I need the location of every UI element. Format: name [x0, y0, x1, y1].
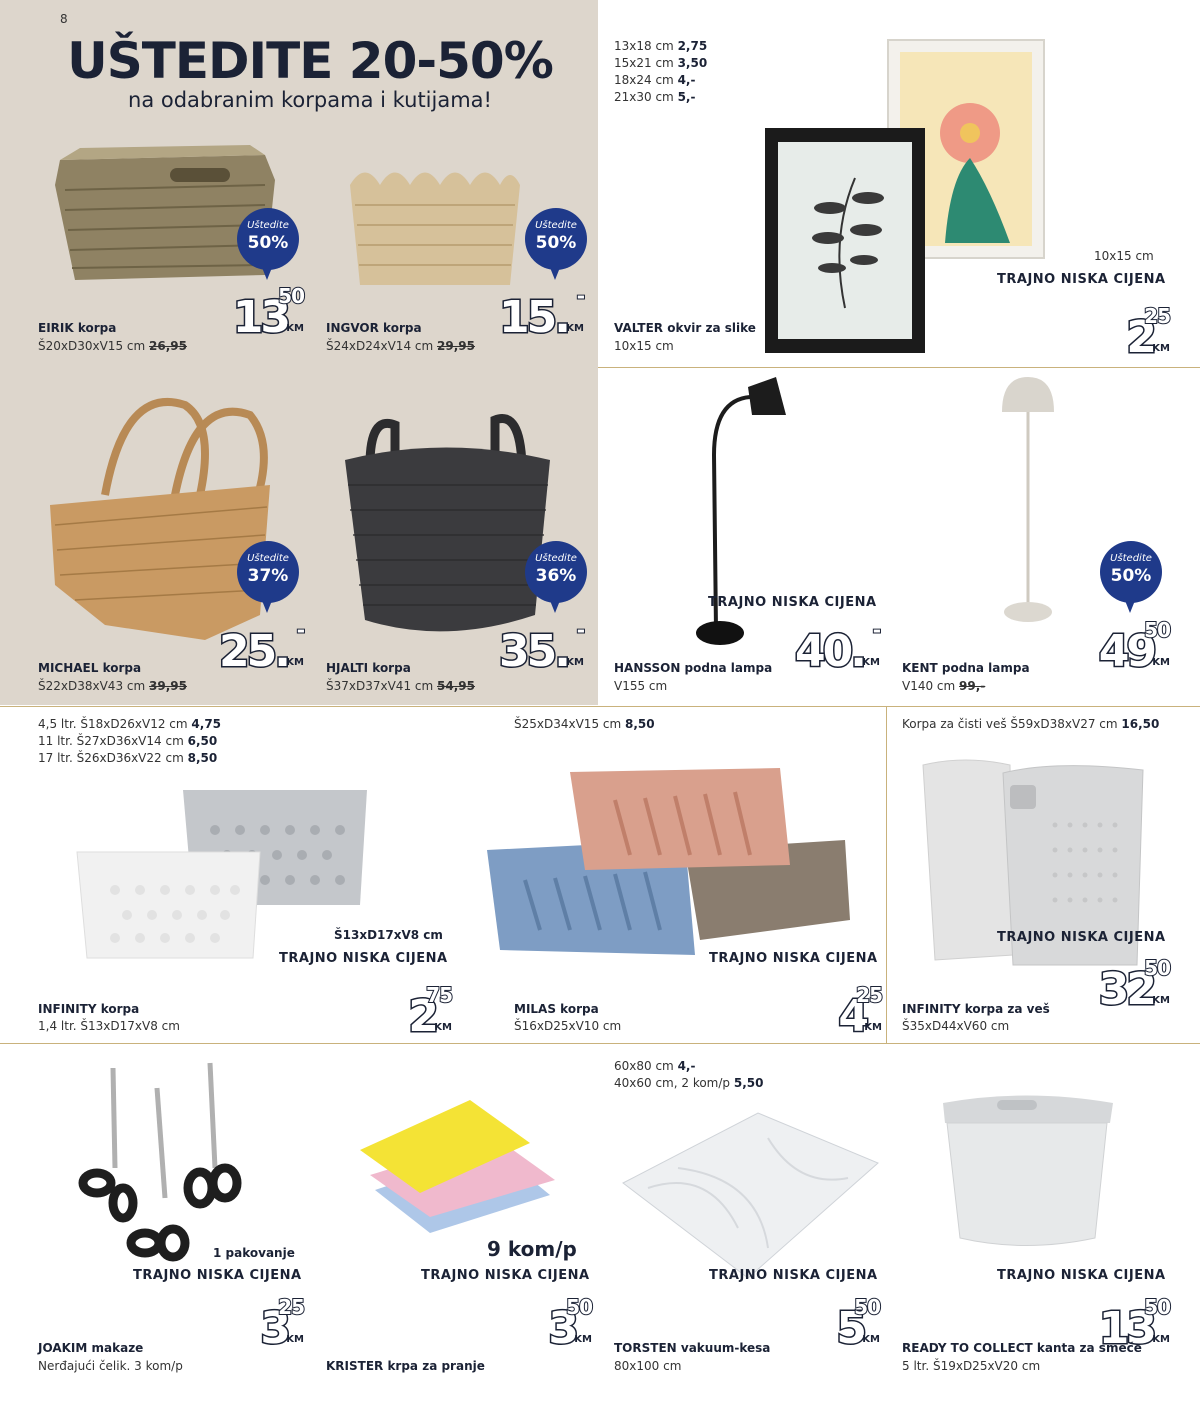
product-desc: Nerđajući čelik. 3 kom/p [38, 1359, 183, 1373]
size-price: 4,- [677, 1059, 696, 1073]
size-label: 11 ltr. Š27xD36xV14 cm [38, 734, 184, 748]
price-currency: KM [286, 1334, 304, 1345]
old-price: 29,95 [437, 339, 475, 353]
price-cents: 50 [854, 1295, 880, 1319]
product-name: HANSSON podna lampa [614, 661, 773, 675]
product-size: Š24xD24xV14 cm [326, 339, 434, 353]
product-name: MICHAEL korpa [38, 661, 142, 675]
price-currency: KM [574, 1334, 592, 1345]
valter-frame-image [760, 38, 1050, 356]
price-main: 35. [499, 626, 568, 677]
price-main: 25. [219, 626, 288, 677]
price-cents: 50 [278, 284, 304, 308]
size-row [614, 1058, 763, 1075]
price-currency: KM [862, 1334, 880, 1345]
product-name: KENT podna lampa [902, 661, 1030, 675]
product-size: Š22xD38xV43 cm [38, 679, 146, 693]
badge-label: Uštedite [247, 553, 289, 564]
vacuum-bag-image [618, 1108, 883, 1283]
product-desc: 80x100 cm [614, 1359, 682, 1373]
price-cents: 25 [856, 983, 882, 1007]
kent-price [1066, 618, 1170, 677]
hjalti-price [480, 618, 584, 677]
size-row [614, 38, 707, 55]
product-desc: Š35xD44xV60 cm [902, 1019, 1010, 1033]
price-currency: KM [1152, 343, 1170, 354]
divider [598, 367, 1200, 368]
product-desc: 1,4 ltr. Š13xD17xV8 cm [38, 1019, 180, 1033]
infinity-size-label: Š13xD17xV8 cm [334, 928, 443, 942]
price-main: 40. [795, 626, 864, 677]
divider [886, 706, 887, 1043]
price-currency: KM [286, 657, 304, 668]
product-desc [902, 679, 985, 693]
price-cents: - [576, 284, 584, 308]
price-currency: KM [286, 323, 304, 334]
price-main: 3 [260, 1303, 288, 1354]
size-row [38, 716, 221, 733]
laundry-extra-size [902, 716, 1159, 733]
size-price: 6,50 [187, 734, 218, 748]
badge-value: 50% [535, 233, 577, 253]
size-label: 21x30 cm [614, 90, 674, 104]
product-name: READY TO COLLECT kanta za smeće [902, 1341, 1142, 1355]
milas-extra-size [514, 716, 655, 733]
price-main: 2 [1126, 312, 1154, 363]
size-price: 8,50 [625, 717, 655, 731]
old-price: 54,95 [437, 679, 475, 693]
product-desc [326, 679, 475, 693]
hansson-price [776, 618, 880, 677]
size-row [38, 750, 221, 767]
old-price: 39,95 [149, 679, 187, 693]
old-price: 26,95 [149, 339, 187, 353]
hjalti-basket-image [340, 405, 555, 645]
price-cents: 25 [1144, 304, 1170, 328]
krister-price [488, 1295, 592, 1354]
product-desc [38, 679, 187, 693]
divider [0, 1043, 1200, 1044]
product-name: EIRIK korpa [38, 321, 117, 335]
page-number: 8 [60, 12, 68, 26]
valter-size-list [614, 38, 707, 106]
price-cents: 50 [1144, 618, 1170, 642]
price-currency: KM [1152, 995, 1170, 1006]
infinity-size-list [38, 716, 221, 767]
badge-label: Uštedite [535, 553, 577, 564]
product-name: KRISTER krpa za pranje [326, 1359, 485, 1373]
size-label: 18x24 cm [614, 73, 674, 87]
discount-badge [237, 541, 299, 603]
size-label: 4,5 ltr. Š18xD26xV12 cm [38, 717, 188, 731]
size-label: 40x60 cm, 2 kom/p [614, 1076, 731, 1090]
price-cents: - [872, 618, 880, 642]
old-price: 99,- [959, 679, 986, 693]
price-currency: KM [862, 657, 880, 668]
valter-price [1066, 304, 1170, 363]
permanent-low-price-label: TRAJNO NISKA CIJENA [133, 1268, 302, 1283]
product-desc [38, 339, 187, 353]
price-cents: 75 [426, 983, 452, 1007]
torsten-price [776, 1295, 880, 1354]
divider [0, 706, 1200, 707]
price-main: 3 [548, 1303, 576, 1354]
milas-crates-image [485, 760, 865, 960]
size-price: 4,75 [191, 717, 222, 731]
badge-value: 50% [1110, 566, 1152, 586]
size-price: 8,50 [187, 751, 218, 765]
price-main: 4 [838, 991, 866, 1042]
price-currency: KM [434, 1022, 452, 1033]
milas-price [778, 983, 882, 1042]
kent-lamp-image [990, 372, 1070, 632]
michael-price [200, 618, 304, 677]
permanent-low-price-label: TRAJNO NISKA CIJENA [709, 951, 878, 966]
size-row [614, 72, 707, 89]
price-currency: KM [566, 657, 584, 668]
price-main: 13 [1098, 1303, 1154, 1354]
size-row [614, 55, 707, 72]
valter-size-label: 10x15 cm [1094, 249, 1154, 263]
size-label: 60x80 cm [614, 1059, 674, 1073]
promo-subline: na odabranim korpama i kutijama! [128, 88, 492, 112]
product-name: INGVOR korpa [326, 321, 422, 335]
laundry-price [1066, 956, 1170, 1015]
michael-basket-image [45, 385, 285, 645]
size-row [38, 733, 221, 750]
size-label: 17 ltr. Š26xD36xV22 cm [38, 751, 184, 765]
permanent-low-price-label: TRAJNO NISKA CIJENA [709, 1268, 878, 1283]
eirik-price [200, 284, 304, 343]
price-main: 5 [836, 1303, 864, 1354]
price-currency: KM [864, 1022, 882, 1033]
price-main: 49 [1098, 626, 1154, 677]
product-desc: Š16xD25xV10 cm [514, 1019, 622, 1033]
product-desc: 10x15 cm [614, 339, 674, 353]
product-size: Š37xD37xV41 cm [326, 679, 434, 693]
product-desc: 5 ltr. Š19xD25xV20 cm [902, 1359, 1041, 1373]
size-price: 2,75 [677, 39, 708, 53]
product-name: INFINITY korpa za veš [902, 1002, 1050, 1016]
price-main: 2 [408, 991, 436, 1042]
product-name: HJALTI korpa [326, 661, 411, 675]
permanent-low-price-label: TRAJNO NISKA CIJENA [997, 930, 1166, 945]
size-label: Š25xD34xV15 cm [514, 717, 622, 731]
price-currency: KM [1152, 1334, 1170, 1345]
discount-badge [237, 208, 299, 270]
product-size: Š20xD30xV15 cm [38, 339, 146, 353]
permanent-low-price-label: TRAJNO NISKA CIJENA [421, 1268, 590, 1283]
infinity-basket-image [75, 780, 375, 960]
price-main: 13 [232, 292, 288, 343]
size-label: 15x21 cm [614, 56, 674, 70]
product-name: MILAS korpa [514, 1002, 599, 1016]
size-price: 5,50 [733, 1076, 764, 1090]
badge-label: Uštedite [535, 220, 577, 231]
size-row [614, 1075, 763, 1092]
price-cents: - [296, 618, 304, 642]
hansson-lamp-image [690, 375, 800, 655]
size-price: 5,- [677, 90, 696, 104]
discount-badge [1100, 541, 1162, 603]
size-price: 4,- [677, 73, 696, 87]
eirik-basket-image [50, 140, 280, 290]
badge-label: Uštedite [247, 220, 289, 231]
badge-value: 50% [247, 233, 289, 253]
scissors-image [75, 1058, 250, 1268]
promo-headline: UŠTEDITE 20-50% [67, 32, 553, 90]
discount-badge [525, 208, 587, 270]
product-name: VALTER okvir za slike [614, 321, 756, 335]
ingvor-price [480, 284, 584, 343]
pack-label: 1 pakovanje [213, 1246, 295, 1260]
size-label: 13x18 cm [614, 39, 674, 53]
price-main: 32 [1098, 964, 1154, 1015]
product-name: INFINITY korpa [38, 1002, 140, 1016]
price-cents: 50 [566, 1295, 592, 1319]
ingvor-basket-image [345, 160, 525, 290]
product-name: TORSTEN vakuum-kesa [614, 1341, 771, 1355]
price-cents: - [576, 618, 584, 642]
ready-price [1066, 1295, 1170, 1354]
price-main: 15. [499, 292, 568, 343]
permanent-low-price-label: TRAJNO NISKA CIJENA [708, 595, 877, 610]
permanent-low-price-label: TRAJNO NISKA CIJENA [279, 951, 448, 966]
badge-label: Uštedite [1110, 553, 1152, 564]
discount-badge [525, 541, 587, 603]
price-currency: KM [1152, 657, 1170, 668]
size-price: 3,50 [677, 56, 708, 70]
price-currency: KM [566, 323, 584, 334]
size-label: Korpa za čisti veš Š59xD38xV27 cm [902, 717, 1118, 731]
product-desc: V155 cm [614, 679, 668, 693]
price-cents: 50 [1144, 1295, 1170, 1319]
badge-value: 37% [247, 566, 289, 586]
product-size: V140 cm [902, 679, 956, 693]
permanent-low-price-label: TRAJNO NISKA CIJENA [997, 1268, 1166, 1283]
size-price: 16,50 [1121, 717, 1160, 731]
infinity-price [348, 983, 452, 1042]
joakim-price [200, 1295, 304, 1354]
price-cents: 50 [1144, 956, 1170, 980]
torsten-size-list [614, 1058, 763, 1092]
product-desc [326, 339, 475, 353]
product-name: JOAKIM makaze [38, 1341, 144, 1355]
permanent-low-price-label: TRAJNO NISKA CIJENA [997, 272, 1166, 287]
badge-value: 36% [535, 566, 577, 586]
price-cents: 25 [278, 1295, 304, 1319]
trash-bin-image [935, 1088, 1120, 1253]
size-row [614, 89, 707, 106]
cloths-image [350, 1095, 565, 1235]
pack-label: 9 kom/p [487, 1237, 577, 1261]
